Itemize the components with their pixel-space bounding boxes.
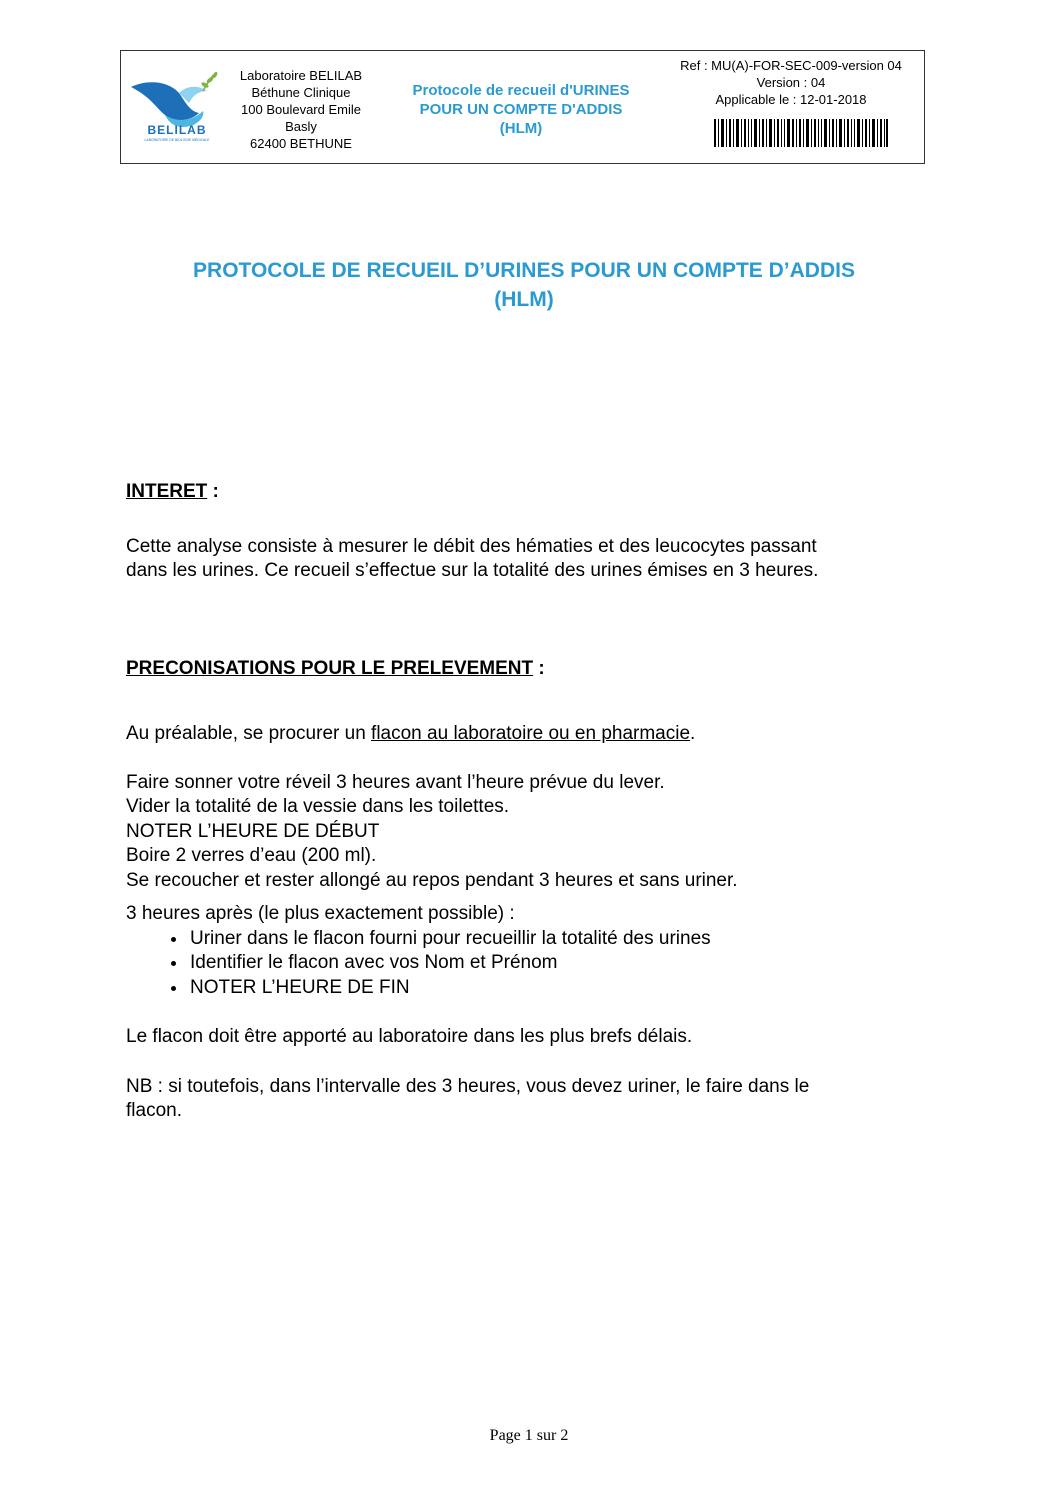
header-title-line: POUR UN COMPTE D'ADDIS: [419, 101, 623, 118]
header-title-line: (HLM): [499, 120, 543, 137]
interet-text: [126, 535, 926, 584]
nb-line: NB : si toutefois, dans l’intervalle des 3 heures, vous devez uriner, le faire dans le: [126, 1075, 810, 1097]
logo-subtext: LABORATOIRE DE BIOLOGIE MÉDICALE: [144, 138, 210, 142]
header-title-line: Protocole de recueil d'URINES: [412, 82, 630, 99]
interet-text-line: Cette analyse consiste à mesurer le débit des hématies et des leucocytes passant: [126, 535, 817, 557]
belilab-logo: [127, 71, 227, 145]
page-title-line: (HLM): [494, 288, 554, 311]
page-title: [110, 256, 938, 314]
version-number: Version : 04: [756, 75, 826, 90]
page-number: Page 1 sur 2: [489, 1427, 569, 1444]
document-body: [126, 480, 926, 1124]
lab-address: [227, 67, 375, 152]
dove-logo-icon: [127, 71, 227, 145]
flacon-source-text: flacon au laboratoire ou en pharmacie: [371, 723, 691, 744]
lab-name: Laboratoire BELILAB: [239, 68, 363, 83]
step-line: Se recoucher et rester allongé au repos pendant 3 heures et sans uriner.: [126, 869, 738, 891]
page-title-line: PROTOCOLE DE RECUEIL D’URINES POUR UN COMPTE D’ADDIS: [193, 259, 855, 282]
step-line: Vider la totalité de la vessie dans les toilettes.: [126, 796, 510, 817]
step-line: Boire 2 verres d’eau (200 ml).: [126, 845, 377, 866]
collection-bullet-list: [126, 927, 926, 1001]
step-line: NOTER L’HEURE DE DÉBUT: [126, 820, 380, 842]
list-item: • Uriner dans le flacon fourni pour recueillir la totalité des urines: [188, 927, 926, 952]
logo-text: BELILAB: [147, 123, 207, 137]
lab-street-cont: Basly: [285, 119, 317, 134]
heading-suffix: :: [533, 657, 545, 679]
ref-code: Ref : MU(A)-FOR-SEC-009-version 04: [680, 58, 902, 73]
after-intro: 3 heures après (le plus exactement possible) :: [126, 903, 515, 924]
nb-note: [126, 1075, 926, 1124]
delivery-instruction: Le flacon doit être apporté au laboratoire dans les plus brefs délais.: [126, 1026, 693, 1047]
nb-line: flacon.: [126, 1100, 182, 1121]
preconisations-heading: [126, 657, 926, 682]
intro-text: Au préalable, se procurer un: [126, 723, 372, 744]
interet-heading-text: INTERET: [126, 481, 208, 502]
heading-suffix: :: [207, 481, 219, 502]
intro-punctuation: .: [690, 723, 696, 744]
procedure-steps: [126, 771, 926, 894]
barcode-icon: [714, 119, 888, 147]
interet-text-line: dans les urines. Ce recueil s’effectue sur la totalité des urines émises en 3 heures.: [126, 560, 819, 581]
list-item: • Identifier le flacon avec vos Nom et Prénom: [188, 951, 926, 976]
applicable-date: Applicable le : 12-01-2018: [715, 92, 867, 107]
lab-street: 100 Boulevard Emile: [241, 102, 361, 117]
list-item: • NOTER L’HEURE DE FIN: [188, 976, 926, 1001]
interet-heading: [126, 480, 926, 505]
document-header: [120, 50, 925, 164]
preparation-intro: [126, 722, 926, 747]
header-document-title: [389, 81, 653, 138]
lab-city: 62400 BETHUNE: [250, 136, 352, 151]
step-line: Faire sonner votre réveil 3 heures avant l’heure prévue du lever.: [126, 771, 665, 793]
lab-site: Béthune Clinique: [251, 85, 351, 100]
preconisations-heading-text: PRECONISATIONS POUR LE PRELEVEMENT: [126, 657, 534, 679]
document-reference: [661, 57, 921, 108]
